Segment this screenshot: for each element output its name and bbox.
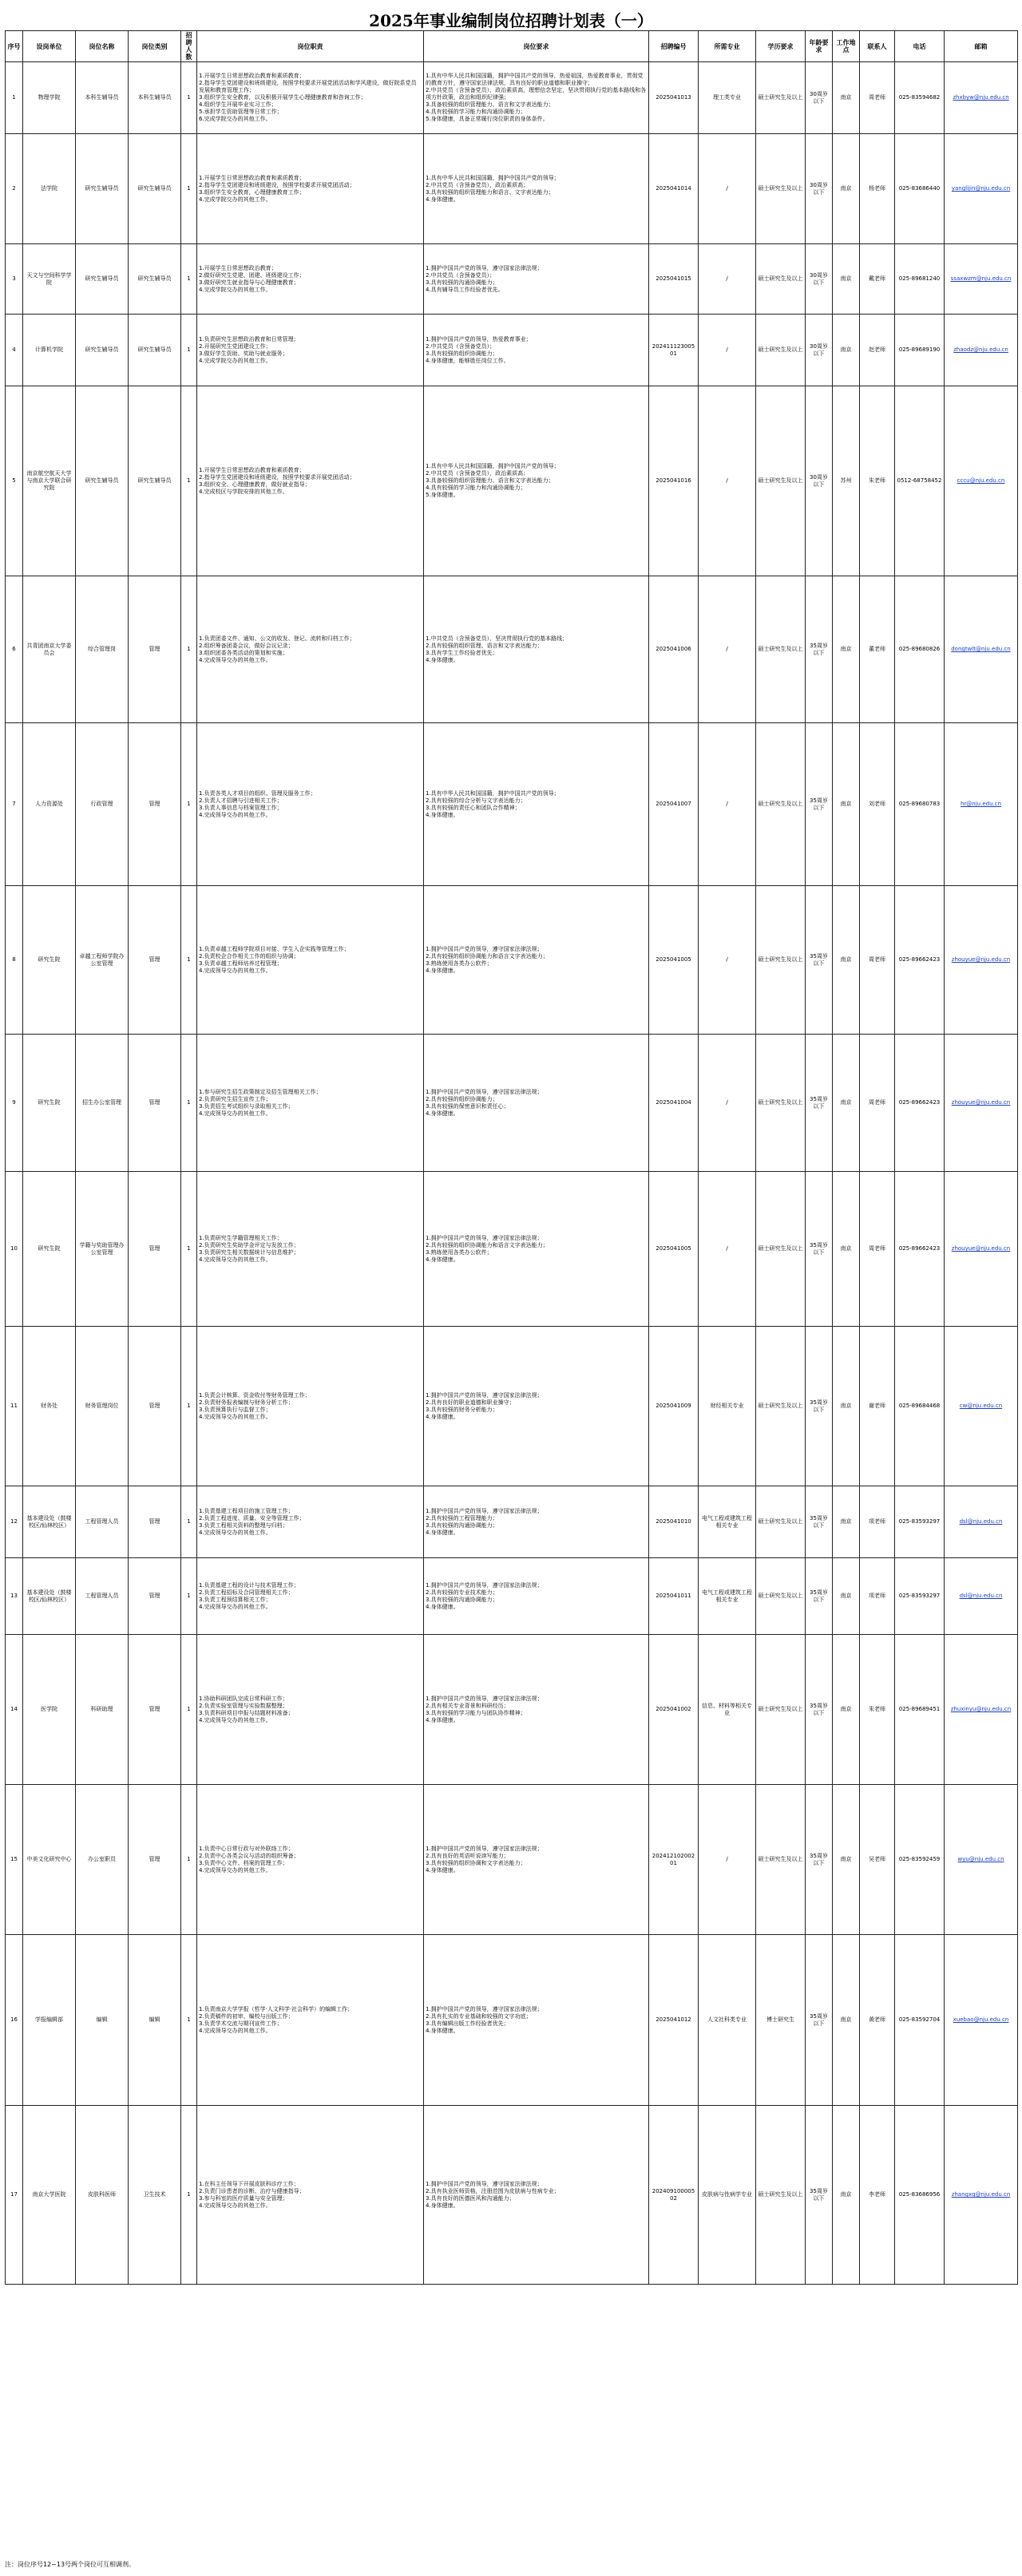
location-cell: 南京	[833, 886, 860, 1035]
table-row	[6, 244, 1018, 315]
major-cell: /	[699, 576, 756, 723]
location-cell: 南京	[833, 1635, 860, 1785]
email-link[interactable]: xuebao@nju.edu.cn	[945, 1935, 1018, 2106]
contact-cell: 周老师	[860, 62, 895, 134]
row-number: 16	[6, 1935, 23, 2106]
contact-cell: 刘老师	[860, 723, 895, 886]
location-cell: 南京	[833, 62, 860, 134]
major-cell: /	[699, 1785, 756, 1935]
contact-cell: 周老师	[860, 886, 895, 1035]
row-number: 12	[6, 1486, 23, 1558]
phone-cell: 025-89680783	[895, 723, 945, 886]
age-cell: 35周岁以下	[806, 1935, 833, 2106]
major-cell: 信息、材料等相关专业	[699, 1635, 756, 1785]
location-cell: 南京	[833, 1785, 860, 1935]
post-name-cell: 皮肤科医师	[76, 2106, 129, 2285]
requirements-cell: 1.具有中华人民共和国国籍，拥护中国共产党的领导； 2.中共党员（含预备党员），政治素质高； 3.具备较强的组织管理能力、语言和文字表达能力； 4.具有较强的学习能力和沟通协调能力； 5.身体健康。	[424, 386, 649, 576]
email-link[interactable]: dsl@nju.edu.cn	[945, 1558, 1018, 1635]
header-cell: 工作地点	[833, 31, 860, 62]
post-category-cell: 管理	[129, 1327, 181, 1486]
header-cell: 邮箱	[945, 31, 1018, 62]
table-row	[6, 2106, 1018, 2285]
major-cell: 人文社科类专业	[699, 1935, 756, 2106]
recruit-code-cell: 2025041015	[649, 244, 699, 315]
email-link[interactable]: zhuxinyu@nju.edu.cn	[945, 1635, 1018, 1785]
contact-cell: 戴老师	[860, 244, 895, 315]
row-number: 17	[6, 2106, 23, 2285]
phone-cell: 0512-68758452	[895, 386, 945, 576]
table-row	[6, 1558, 1018, 1635]
row-number: 15	[6, 1785, 23, 1935]
row-number: 10	[6, 1172, 23, 1327]
recruit-code-cell: 2025041006	[649, 576, 699, 723]
email-link[interactable]: zhangxq@nju.edu.cn	[945, 2106, 1018, 2285]
age-cell: 35周岁以下	[806, 1785, 833, 1935]
unit-cell: 研究生院	[23, 1172, 76, 1327]
phone-cell: 025-89662423	[895, 1035, 945, 1172]
education-cell: 硕士研究生及以上	[756, 244, 806, 315]
row-number: 7	[6, 723, 23, 886]
email-link[interactable]: cccu@nju.edu.cn	[945, 386, 1018, 576]
major-cell: /	[699, 1172, 756, 1327]
header-cell: 电话	[895, 31, 945, 62]
unit-cell: 计算机学院	[23, 315, 76, 386]
phone-cell: 025-83686956	[895, 2106, 945, 2285]
row-number: 8	[6, 886, 23, 1035]
headcount-cell: 1	[181, 576, 197, 723]
duties-cell: 1.负责基建工程项目的施工管理工作； 2.负责工程进度、质量、安全等管理工作； 3.负责工程相关资料的整理与归档； 4.完成领导交办的其他工作。	[197, 1486, 424, 1558]
duties-cell: 1.负责团委文件、通知、公文的收发、登记、流转和归档工作； 2.组织筹备团委会议，做好会议记录； 3.组织团委各类活动的策划和实施； 4.完成领导交办的其他工作。	[197, 576, 424, 723]
duties-cell: 1.负责卓越工程师学院项目对接、学生入企实践等管理工作； 2.负责校企合作相关工作的组织与协调； 3.负责卓越工程师培养过程管理； 4.完成领导交办的其他工作。	[197, 886, 424, 1035]
duties-cell: 1.负责中心日常行政与对外联络工作； 2.负责中心各类会议与活动的组织筹备； 3.负责中心文件、档案的管理工作； 4.完成领导交办的其他工作。	[197, 1785, 424, 1935]
table-row	[6, 1486, 1018, 1558]
education-cell: 硕士研究生及以上	[756, 1172, 806, 1327]
duties-cell: 1.在科主任领导下开展皮肤科诊疗工作； 2.负责门诊患者的诊断、治疗与健康指导； 3.参与科室的医疗质量与安全管理； 4.完成领导交办的其他工作。	[197, 2106, 424, 2285]
contact-cell: 周老师	[860, 1172, 895, 1327]
requirements-cell: 1.拥护中国共产党的领导，遵守国家法律法规； 2.具有执业医师资格，注册范围为皮肤病与性病专业； 3.具有良好的医德医风和沟通能力； 4.身体健康。	[424, 2106, 649, 2285]
major-cell: 皮肤病与性病学专业	[699, 2106, 756, 2285]
headcount-cell: 1	[181, 1327, 197, 1486]
contact-cell: 杨老师	[860, 134, 895, 244]
email-link[interactable]: yanglijin@nju.edu.cn	[945, 134, 1018, 244]
headcount-cell: 1	[181, 315, 197, 386]
post-category-cell: 卫生技术	[129, 2106, 181, 2285]
age-cell: 35周岁以下	[806, 886, 833, 1035]
headcount-cell: 1	[181, 1035, 197, 1172]
row-number: 11	[6, 1327, 23, 1486]
unit-cell: 学报编辑部	[23, 1935, 76, 2106]
contact-cell: 周老师	[860, 1035, 895, 1172]
contact-cell: 李老师	[860, 2106, 895, 2285]
post-category-cell: 管理	[129, 576, 181, 723]
post-category-cell: 管理	[129, 1035, 181, 1172]
location-cell: 南京	[833, 1327, 860, 1486]
headcount-cell: 1	[181, 1635, 197, 1785]
header-cell: 岗位要求	[424, 31, 649, 62]
email-link[interactable]: zhouyue@nju.edu.cn	[945, 886, 1018, 1035]
location-cell: 南京	[833, 1935, 860, 2106]
email-link[interactable]: zhouyue@nju.edu.cn	[945, 1035, 1018, 1172]
education-cell: 硕士研究生及以上	[756, 2106, 806, 2285]
unit-cell: 基本建设处（鼓楼校区/仙林校区）	[23, 1486, 76, 1558]
duties-cell: 1.协助科研团队完成日常科研工作； 2.负责实验室管理与实验数据整理； 3.负责科研项目申报与结题材料准备； 4.完成领导交办的其他工作。	[197, 1635, 424, 1785]
table-row	[6, 386, 1018, 576]
recruit-code-cell: 2025041005	[649, 886, 699, 1035]
unit-cell: 人力资源处	[23, 723, 76, 886]
duties-cell: 1.负责研究生思想政治教育和日常管理； 2.开展研究生党团建设工作； 3.做好学生资助、奖助与就业服务； 4.完成学院交办的其他工作。	[197, 315, 424, 386]
headcount-cell: 1	[181, 1486, 197, 1558]
phone-cell: 025-83592704	[895, 1935, 945, 2106]
education-cell: 硕士研究生及以上	[756, 1558, 806, 1635]
table-row	[6, 1172, 1018, 1327]
education-cell: 硕士研究生及以上	[756, 62, 806, 134]
post-category-cell: 研究生辅导员	[129, 134, 181, 244]
requirements-cell: 1.拥护中国共产党的领导，遵守国家法律法规； 2.具有较强的专业技术能力； 3.具有较强的沟通协调能力； 4.身体健康。	[424, 1558, 649, 1635]
requirements-cell: 1.拥护中国共产党的领导，遵守国家法律法规； 2.具有良好的英语听说读写能力； 3.具有较强的组织协调和文字表达能力； 4.身体健康。	[424, 1785, 649, 1935]
major-cell: /	[699, 723, 756, 886]
major-cell: /	[699, 1035, 756, 1172]
row-number: 3	[6, 244, 23, 315]
major-cell: /	[699, 134, 756, 244]
unit-cell: 法学院	[23, 134, 76, 244]
post-category-cell: 管理	[129, 1785, 181, 1935]
education-cell: 硕士研究生及以上	[756, 315, 806, 386]
recruit-code-cell: 2025041012	[649, 1935, 699, 2106]
location-cell: 南京	[833, 134, 860, 244]
duties-cell: 1.负责研究生学籍管理相关工作； 2.负责研究生奖助学金评定与发放工作； 3.负责研究生相关数据统计与信息维护； 4.完成领导交办的其他工作。	[197, 1172, 424, 1327]
recruit-code-cell: 20241112300501	[649, 315, 699, 386]
footnote: 注：岗位序号12~13号两个岗位可互相调剂。	[5, 2561, 136, 2568]
post-category-cell: 编辑	[129, 1935, 181, 2106]
unit-cell: 基本建设处（鼓楼校区/仙林校区）	[23, 1558, 76, 1635]
education-cell: 硕士研究生及以上	[756, 1635, 806, 1785]
phone-cell: 025-89680826	[895, 576, 945, 723]
age-cell: 30周岁以下	[806, 62, 833, 134]
education-cell: 硕士研究生及以上	[756, 576, 806, 723]
duties-cell: 1.开展学生日常思想政治教育和素质教育； 2.指导学生党团建设和班级建设，按照学校要求开展党团活动； 3.组织学生安全教育，心理健康教育工作； 4.完成学院交办的其他工作。	[197, 134, 424, 244]
headcount-cell: 1	[181, 386, 197, 576]
age-cell: 30周岁以下	[806, 386, 833, 576]
email-link[interactable]: cw@nju.edu.cn	[945, 1327, 1018, 1486]
header-cell: 学历要求	[756, 31, 806, 62]
education-cell: 硕士研究生及以上	[756, 134, 806, 244]
row-number: 13	[6, 1558, 23, 1635]
table-row	[6, 1327, 1018, 1486]
education-cell: 硕士研究生及以上	[756, 1035, 806, 1172]
location-cell: 南京	[833, 1172, 860, 1327]
post-category-cell: 管理	[129, 1558, 181, 1635]
headcount-cell: 1	[181, 2106, 197, 2285]
post-name-cell: 本科生辅导员	[76, 62, 129, 134]
email-link[interactable]: zhxbyw@nju.edu.cn	[945, 62, 1018, 134]
table-row	[6, 1935, 1018, 2106]
age-cell: 35周岁以下	[806, 576, 833, 723]
phone-cell: 025-83592459	[895, 1785, 945, 1935]
recruit-code-cell: 20240910000502	[649, 2106, 699, 2285]
post-name-cell: 学籍与奖助管理办公室管理	[76, 1172, 129, 1327]
major-cell: 理工类专业	[699, 62, 756, 134]
contact-cell: 董老师	[860, 576, 895, 723]
age-cell: 35周岁以下	[806, 723, 833, 886]
recruit-code-cell: 2025041004	[649, 1035, 699, 1172]
post-category-cell: 研究生辅导员	[129, 244, 181, 315]
requirements-cell: 1.拥护中国共产党的领导，热爱教育事业； 2.中共党员（含预备党员）； 3.具有较强的组织协调能力； 4.身体健康，能够胜任岗位工作。	[424, 315, 649, 386]
recruit-code-cell: 2025041002	[649, 1635, 699, 1785]
post-name-cell: 研究生辅导员	[76, 315, 129, 386]
location-cell: 苏州	[833, 386, 860, 576]
age-cell: 35周岁以下	[806, 1486, 833, 1558]
recruit-code-cell: 2025041013	[649, 62, 699, 134]
headcount-cell: 1	[181, 723, 197, 886]
age-cell: 30周岁以下	[806, 244, 833, 315]
phone-cell: 025-83594682	[895, 62, 945, 134]
header-cell: 岗位名称	[76, 31, 129, 62]
requirements-cell: 1.拥护中国共产党的领导，遵守国家法律法规； 2.具有扎实的专业基础和较强的文字功底； 3.具有编辑出版工作经验者优先； 4.身体健康。	[424, 1935, 649, 2106]
location-cell: 南京	[833, 244, 860, 315]
table-row	[6, 62, 1018, 134]
unit-cell: 中美文化研究中心	[23, 1785, 76, 1935]
education-cell: 硕士研究生及以上	[756, 386, 806, 576]
table-row	[6, 1785, 1018, 1935]
major-cell: 财经相关专业	[699, 1327, 756, 1486]
education-cell: 硕士研究生及以上	[756, 1785, 806, 1935]
table-row	[6, 315, 1018, 386]
contact-cell: 项老师	[860, 1486, 895, 1558]
post-name-cell: 工程管理人员	[76, 1558, 129, 1635]
requirements-cell: 1.拥护中国共产党的领导，遵守国家法律法规； 2.具有较强的组织协调能力和语言文字表达能力； 3.熟练使用各类办公软件； 4.身体健康。	[424, 886, 649, 1035]
post-category-cell: 本科生辅导员	[129, 62, 181, 134]
post-name-cell: 研究生辅导员	[76, 244, 129, 315]
recruitment-table	[5, 30, 1018, 2285]
location-cell: 南京	[833, 576, 860, 723]
education-cell: 硕士研究生及以上	[756, 723, 806, 886]
contact-cell: 赵老师	[860, 315, 895, 386]
email-link[interactable]: dongtwlt@nju.edu.cn	[945, 576, 1018, 723]
recruit-code-cell: 20241210200201	[649, 1785, 699, 1935]
contact-cell: 项老师	[860, 1558, 895, 1635]
age-cell: 35周岁以下	[806, 1635, 833, 1785]
age-cell: 35周岁以下	[806, 1327, 833, 1486]
row-number: 14	[6, 1635, 23, 1785]
education-cell: 硕士研究生及以上	[756, 1327, 806, 1486]
unit-cell: 研究生院	[23, 886, 76, 1035]
requirements-cell: 1.具有中华人民共和国国籍，拥护中国共产党的领导，热爱祖国，热爱教育事业，贯彻党的教育方针，遵守国家法律法规，具有良好的职业道德和职业操守； 2.中共党员（含预备党员），政治素质高，理想信念坚定，坚决贯彻执行党的基本路线和各项方针政策，政治和组织纪律强； 3.具备较强的组织管理能力、语言和文字表达能力； 4.具有较强的学习能力和沟通协调能力； 5.身体健康，具备正常履行岗位职责的身体条件。	[424, 62, 649, 134]
age-cell: 35周岁以下	[806, 1172, 833, 1327]
row-number: 1	[6, 62, 23, 134]
table-row	[6, 886, 1018, 1035]
table-row	[6, 1635, 1018, 1785]
email-link[interactable]: zhouyue@nju.edu.cn	[945, 1172, 1018, 1327]
age-cell: 35周岁以下	[806, 1035, 833, 1172]
phone-cell: 025-83686440	[895, 134, 945, 244]
post-name-cell: 研究生辅导员	[76, 386, 129, 576]
recruit-code-cell: 2025041010	[649, 1486, 699, 1558]
education-cell: 硕士研究生及以上	[756, 1486, 806, 1558]
unit-cell: 南京大学医院	[23, 2106, 76, 2285]
post-category-cell: 管理	[129, 1172, 181, 1327]
major-cell: 电气工程或建筑工程相关专业	[699, 1486, 756, 1558]
unit-cell: 南京航空航天大学与南京大学联合研究院	[23, 386, 76, 576]
duties-cell: 1.负责南京大学学报（哲学·人文科学·社会科学）的编辑工作； 2.负责稿件的初审、编校与出版工作； 3.负责学术交流与期刊宣传工作； 4.完成领导交办的其他工作。	[197, 1935, 424, 2106]
requirements-cell: 1.拥护中国共产党的领导，遵守国家法律法规； 2.具有较强的组织协调能力； 3.具有较强的保密意识和责任心； 4.身体健康。	[424, 1035, 649, 1172]
post-name-cell: 财务管理岗位	[76, 1327, 129, 1486]
row-number: 5	[6, 386, 23, 576]
document-title: 2025年事业编制岗位招聘计划表（一）	[369, 11, 653, 30]
phone-cell: 025-89684468	[895, 1327, 945, 1486]
duties-cell: 1.开展学生日常思想政治教育； 2.做好研究生党建、团建、班级建设工作； 3.做好研究生就业指导与心理健康教育； 4.完成学院交办的其他工作。	[197, 244, 424, 315]
major-cell: /	[699, 315, 756, 386]
email-link[interactable]: hr@nju.edu.cn	[945, 723, 1018, 886]
post-category-cell: 管理	[129, 723, 181, 886]
requirements-cell: 1.拥护中国共产党的领导，遵守国家法律法规； 2.具有良好的职业道德和职业操守； 3.具有较强的财务分析能力； 4.身体健康。	[424, 1327, 649, 1486]
post-category-cell: 研究生辅导员	[129, 386, 181, 576]
phone-cell: 025-83593297	[895, 1558, 945, 1635]
post-name-cell: 卓越工程师学院办公室管理	[76, 886, 129, 1035]
post-category-cell: 管理	[129, 1635, 181, 1785]
recruit-code-cell: 2025041005	[649, 1172, 699, 1327]
phone-cell: 025-89662423	[895, 1172, 945, 1327]
location-cell: 南京	[833, 1035, 860, 1172]
post-category-cell: 研究生辅导员	[129, 315, 181, 386]
header-cell: 所需专业	[699, 31, 756, 62]
unit-cell: 医学院	[23, 1635, 76, 1785]
unit-cell: 研究生院	[23, 1035, 76, 1172]
headcount-cell: 1	[181, 1935, 197, 2106]
post-name-cell: 研究生辅导员	[76, 134, 129, 244]
duties-cell: 1.负责会计核算、资金收付等财务管理工作； 2.负责财务报表编制与财务分析工作； 3.负责预算执行与监督工作； 4.完成领导交办的其他工作。	[197, 1327, 424, 1486]
headcount-cell: 1	[181, 62, 197, 134]
unit-cell: 财务处	[23, 1327, 76, 1486]
requirements-cell: 1.拥护中国共产党的领导，遵守国家法律法规； 2.具有较强的工程管理能力； 3.具有较强的沟通协调能力； 4.身体健康。	[424, 1486, 649, 1558]
header-cell: 招聘人数	[181, 31, 197, 62]
table-header-row	[6, 31, 1018, 62]
age-cell: 30周岁以下	[806, 315, 833, 386]
recruit-code-cell: 2025041016	[649, 386, 699, 576]
phone-cell: 025-89662423	[895, 886, 945, 1035]
table-row	[6, 723, 1018, 886]
email-link[interactable]: ssaxwzm@nju.edu.cn	[945, 244, 1018, 315]
post-name-cell: 综合管理岗	[76, 576, 129, 723]
email-link[interactable]: zhaodz@nju.edu.cn	[945, 315, 1018, 386]
contact-cell: 黄老师	[860, 1935, 895, 2106]
email-link[interactable]: wyu@nju.edu.cn	[945, 1785, 1018, 1935]
table-row	[6, 1035, 1018, 1172]
phone-cell: 025-89681240	[895, 244, 945, 315]
row-number: 6	[6, 576, 23, 723]
contact-cell: 朱老师	[860, 1635, 895, 1785]
header-cell: 招聘编号	[649, 31, 699, 62]
post-name-cell: 工程管理人员	[76, 1486, 129, 1558]
contact-cell: 吴老师	[860, 1785, 895, 1935]
recruit-code-cell: 2025041014	[649, 134, 699, 244]
headcount-cell: 1	[181, 1785, 197, 1935]
table-body	[6, 62, 1018, 2285]
post-category-cell: 管理	[129, 1486, 181, 1558]
duties-cell: 1.负责各类人才项目的组织、管理及服务工作； 2.负责人才招聘与引进相关工作； 3.负责人事信息与档案管理工作； 4.完成领导交办的其他工作。	[197, 723, 424, 886]
header-cell: 年龄要求	[806, 31, 833, 62]
row-number: 4	[6, 315, 23, 386]
location-cell: 南京	[833, 315, 860, 386]
unit-cell: 天文与空间科学学院	[23, 244, 76, 315]
header-cell: 岗位类别	[129, 31, 181, 62]
recruit-code-cell: 2025041007	[649, 723, 699, 886]
headcount-cell: 1	[181, 134, 197, 244]
row-number: 2	[6, 134, 23, 244]
requirements-cell: 1.具有中华人民共和国国籍，拥护中国共产党的领导； 2.具有较强的综合分析与文字表达能力； 3.具有较强的责任心和团队合作精神； 4.身体健康。	[424, 723, 649, 886]
major-cell: /	[699, 886, 756, 1035]
age-cell: 35周岁以下	[806, 1558, 833, 1635]
post-name-cell: 办公室职员	[76, 1785, 129, 1935]
post-name-cell: 行政管理	[76, 723, 129, 886]
duties-cell: 1.参与研究生招生政策制定及招生管理相关工作； 2.负责研究生招生宣传工作； 3.负责招生考试组织与录取相关工作； 4.完成领导交办的其他工作。	[197, 1035, 424, 1172]
headcount-cell: 1	[181, 886, 197, 1035]
location-cell: 南京	[833, 1486, 860, 1558]
requirements-cell: 1.拥护中国共产党的领导，遵守国家法律法规； 2.中共党员（含预备党员）； 3.具有较强的沟通协调能力； 4.具有辅导员工作经验者优先。	[424, 244, 649, 315]
requirements-cell: 1.拥护中国共产党的领导，遵守国家法律法规； 2.具有较强的组织协调能力和语言文字表达能力； 3.熟练使用各类办公软件； 4.身体健康。	[424, 1172, 649, 1327]
location-cell: 南京	[833, 1558, 860, 1635]
duties-cell: 1.开展学生日常思想政治教育和素质教育； 2.指导学生党团建设和班级建设，按照学校要求开展党团活动； 3.组织安全、心理健康教育，做好就业指导； 4.完成校区与学院安排的其他工作。	[197, 386, 424, 576]
duties-cell: 1.开展学生日常思想政治教育和素质教育； 2.指导学生党团建设和班级建设，按照学校要求开展党团活动和学风建设，做好院系党员发展和教育管理工作； 3.组织学生安全教育，以及积极开展学生心理健康教育和咨询工作； 4.组织学生开展毕业实习工作； 5.承担学生资助管理等日常工作； 6.完成学院交办的其他工作。	[197, 62, 424, 134]
contact-cell: 朱老师	[860, 386, 895, 576]
header-cell: 岗位职责	[197, 31, 424, 62]
header-cell: 联系人	[860, 31, 895, 62]
table-row	[6, 576, 1018, 723]
major-cell: 电气工程或建筑工程相关专业	[699, 1558, 756, 1635]
email-link[interactable]: dsl@nju.edu.cn	[945, 1486, 1018, 1558]
recruit-code-cell: 2025041011	[649, 1558, 699, 1635]
table-row	[6, 134, 1018, 244]
age-cell: 35周岁以下	[806, 2106, 833, 2285]
post-name-cell: 招生办公室管理	[76, 1035, 129, 1172]
age-cell: 30周岁以下	[806, 134, 833, 244]
post-name-cell: 科研助理	[76, 1635, 129, 1785]
header-cell: 设岗单位	[23, 31, 76, 62]
requirements-cell: 1.中共党员（含预备党员），坚决贯彻执行党的基本路线； 2.具有较强的组织管理、语言和文字表达能力； 3.具有学生工作经验者优先； 4.身体健康。	[424, 576, 649, 723]
row-number: 9	[6, 1035, 23, 1172]
unit-cell: 物理学院	[23, 62, 76, 134]
phone-cell: 025-83593297	[895, 1486, 945, 1558]
requirements-cell: 1.具有中华人民共和国国籍，拥护中国共产党的领导； 2.中共党员（含预备党员），政治素质高； 3.具有较强的组织管理能力和语言、文字表达能力； 4.身体健康。	[424, 134, 649, 244]
requirements-cell: 1.拥护中国共产党的领导，遵守国家法律法规； 2.具有相关专业背景和科研经历； 3.具有较强的学习能力与团队协作精神； 4.身体健康。	[424, 1635, 649, 1785]
recruit-code-cell: 2025041009	[649, 1327, 699, 1486]
contact-cell: 谢老师	[860, 1327, 895, 1486]
phone-cell: 025-89689451	[895, 1635, 945, 1785]
post-name-cell: 编辑	[76, 1935, 129, 2106]
headcount-cell: 1	[181, 1558, 197, 1635]
post-category-cell: 管理	[129, 886, 181, 1035]
duties-cell: 1.负责基建工程的设计与技术管理工作； 2.负责工程招标及合同管理相关工作； 3.负责工程预结算相关工作； 4.完成领导交办的其他工作。	[197, 1558, 424, 1635]
major-cell: /	[699, 244, 756, 315]
headcount-cell: 1	[181, 1172, 197, 1327]
header-cell: 序号	[6, 31, 23, 62]
location-cell: 南京	[833, 2106, 860, 2285]
phone-cell: 025-89689190	[895, 315, 945, 386]
education-cell: 博士研究生	[756, 1935, 806, 2106]
location-cell: 南京	[833, 723, 860, 886]
major-cell: /	[699, 386, 756, 576]
headcount-cell: 1	[181, 244, 197, 315]
education-cell: 硕士研究生及以上	[756, 886, 806, 1035]
unit-cell: 共青团南京大学委员会	[23, 576, 76, 723]
